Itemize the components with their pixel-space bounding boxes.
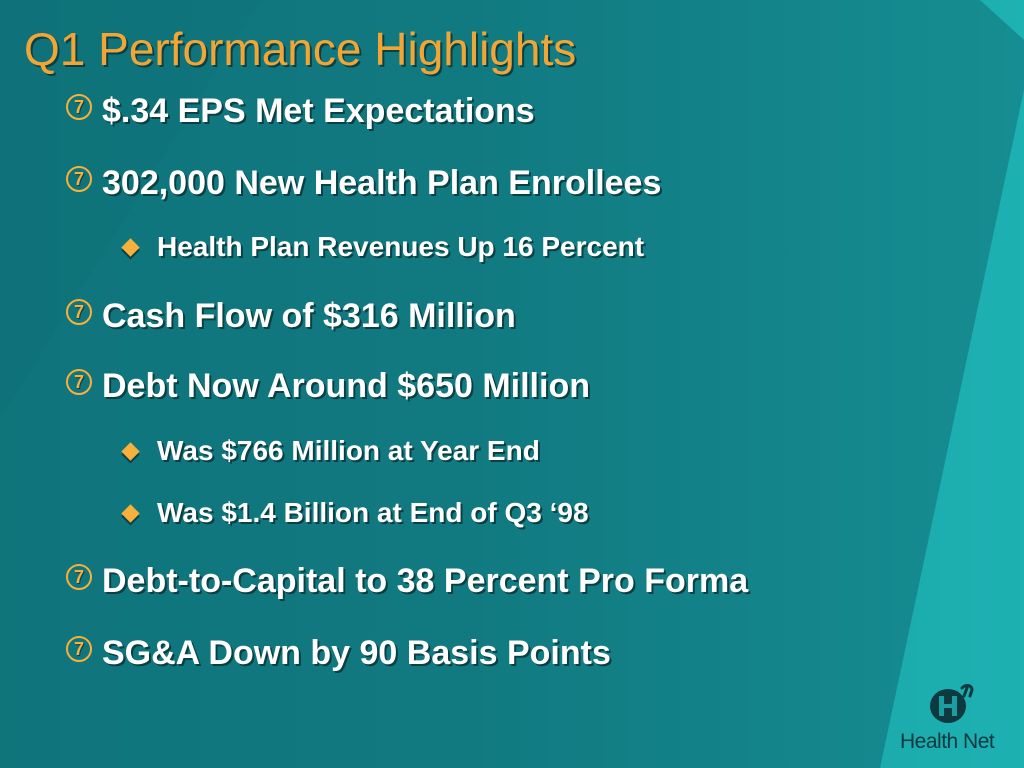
bullet-text: 302,000 New Health Plan Enrollees (102, 164, 662, 202)
logo-wordmark: Health Net (900, 730, 995, 753)
bullet-text: Cash Flow of $316 Million (102, 297, 516, 335)
sub-bullet-item (120, 497, 589, 529)
diamond-bullet-icon (121, 442, 139, 460)
bullet-item (66, 367, 590, 406)
bullet-item (66, 92, 535, 131)
diamond-bullet-icon (121, 504, 139, 522)
diamond-bullet-icon (121, 238, 139, 256)
health-net-mark-icon (926, 682, 976, 726)
sub-bullet-text: Was $766 Million at Year End (157, 435, 540, 466)
bullet-item (66, 562, 748, 601)
bullet-text: Debt Now Around $650 Million (102, 367, 590, 405)
sub-bullet-item (120, 231, 644, 263)
bullet-item (66, 634, 611, 673)
bullet-item (66, 164, 661, 203)
bullet-text: SG&A Down by 90 Basis Points (102, 634, 611, 672)
numbered-circle-icon: 7 (66, 636, 92, 662)
bullet-text: $.34 EPS Met Expectations (102, 92, 535, 130)
numbered-circle-icon: 7 (66, 166, 92, 192)
bullet-text: Debt-to-Capital to 38 Percent Pro Forma (102, 562, 749, 600)
slide-title: Q1 Performance Highlights (24, 23, 577, 75)
numbered-circle-icon: 7 (66, 369, 92, 395)
numbered-circle-icon: 7 (66, 94, 92, 120)
bullet-item (66, 297, 516, 336)
numbered-circle-icon: 7 (66, 299, 92, 325)
sub-bullet-text: Was $1.4 Billion at End of Q3 ‘98 (157, 497, 589, 528)
sub-bullet-text: Health Plan Revenues Up 16 Percent (157, 231, 645, 262)
health-net-logo (896, 682, 1012, 762)
numbered-circle-icon: 7 (66, 564, 92, 590)
sub-bullet-item (120, 435, 540, 467)
